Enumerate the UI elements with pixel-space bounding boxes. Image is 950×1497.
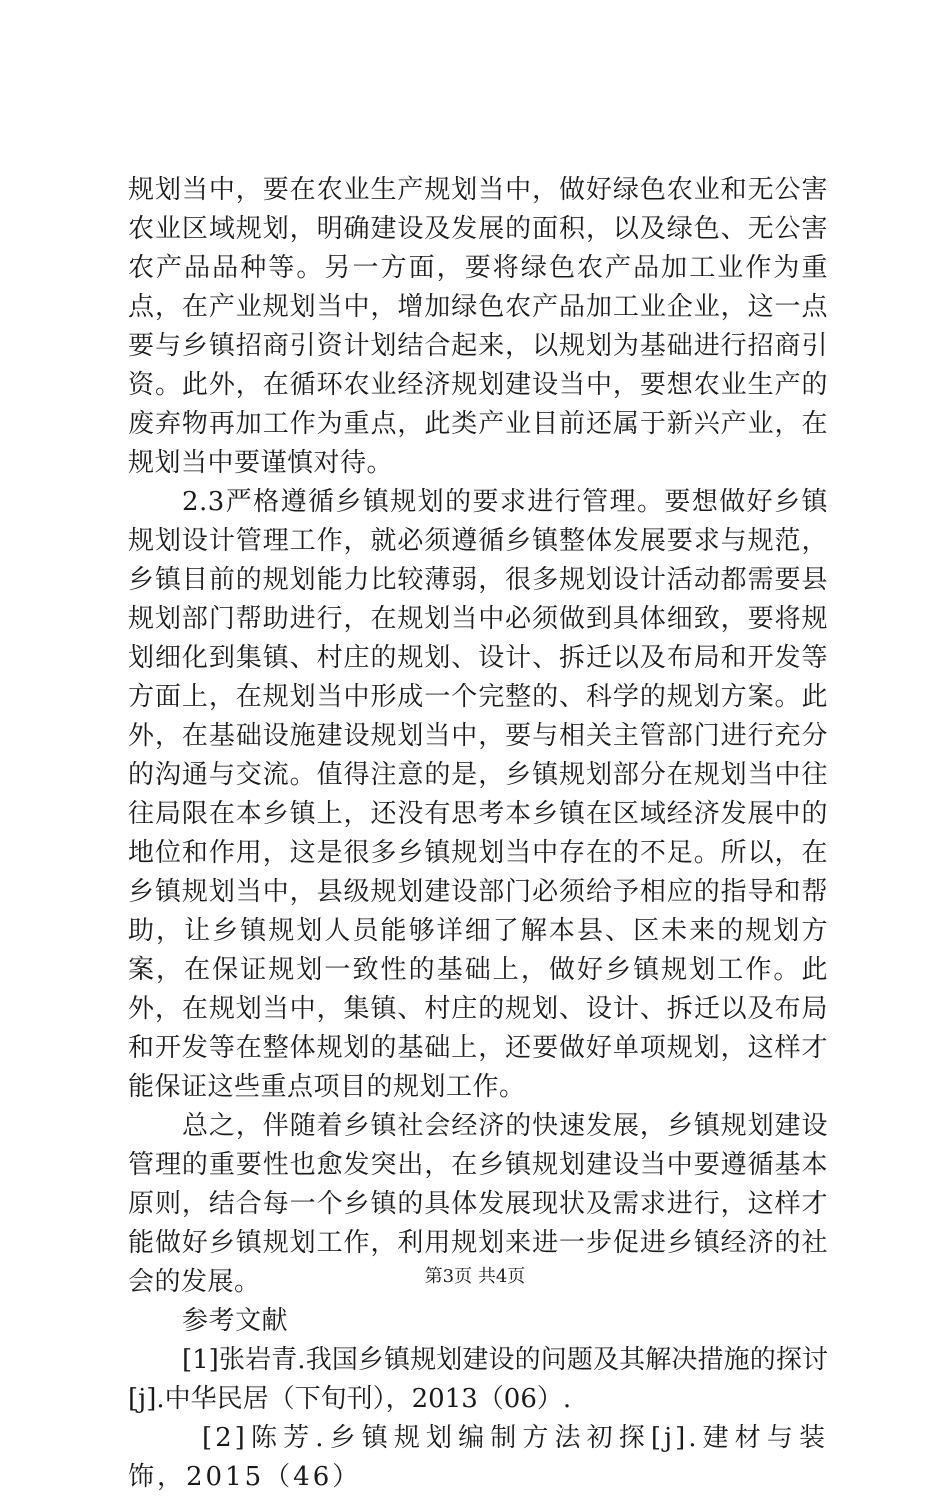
reference-1: [1]张岩青.我国乡镇规划建设的问题及其解决措施的探讨[j].中华民居（下旬刊），2013（06）. [128, 1345, 828, 1414]
reference-2: [2]陈芳.乡镇规划编制方法初探[j].建材与装饰，2015（46） [128, 1423, 828, 1492]
paragraph-2: 2.3严格遵循乡镇规划的要求进行管理。要想做好乡镇规划设计管理工作，就必须遵循乡镇整体发展要求与规范，乡镇目前的规划能力比较薄弱，很多规划设计活动都需要县规划部门帮助进行，在规划当中必须做到具体细致，要将规划细化到集镇、村庄的规划、设计、拆迁以及布局和开发等方面上，在规划当中形成一个完整的、科学的规划方案。此外，在基础设施建设规划当中，要与相关主管部门进行充分的沟通与交流。值得注意的是，乡镇规划部分在规划当中往往局限在本乡镇上，还没有思考本乡镇在区域经济发展中的地位和作用，这是很多乡镇规划当中存在的不足。所以，在乡镇规划当中，县级规划建设部门必须给予相应的指导和帮助，让乡镇规划人员能够详细了解本县、区未来的规划方案，在保证规划一致性的基础上，做好乡镇规划工作。此外，在规划当中，集镇、村庄的规划、设计、拆迁以及布局和开发等在整体规划的基础上，还要做好单项规划，这样才能保证这些重点项目的规划工作。 [128, 487, 828, 1102]
page-number-footer: 第3页 共4页 [424, 1266, 526, 1287]
references-heading: 参考文献 [182, 1306, 289, 1336]
paragraph-1: 规划当中，要在农业生产规划当中，做好绿色农业和无公害农业区域规划，明确建设及发展的面积，以及绿色、无公害农产品品种等。另一方面，要将绿色农产品加工业作为重点，在产业规划当中，增加绿色农产品加工业企业，这一点要与乡镇招商引资计划结合起来，以规划为基础进行招商引资。此外，在循环农业经济规划建设当中，要想农业生产的废弃物再加工作为重点，此类产业目前还属于新兴产业，在规划当中要谨慎对待。 [128, 175, 828, 478]
document-body [128, 171, 828, 1497]
paragraph-3: 总之，伴随着乡镇社会经济的快速发展，乡镇规划建设管理的重要性也愈发突出，在乡镇规划建设当中要遵循基本原则，结合每一个乡镇的具体发展现状及需求进行，这样才能做好乡镇规划工作，利用规划来进一步促进乡镇经济的社会的发展。 [128, 1111, 828, 1297]
